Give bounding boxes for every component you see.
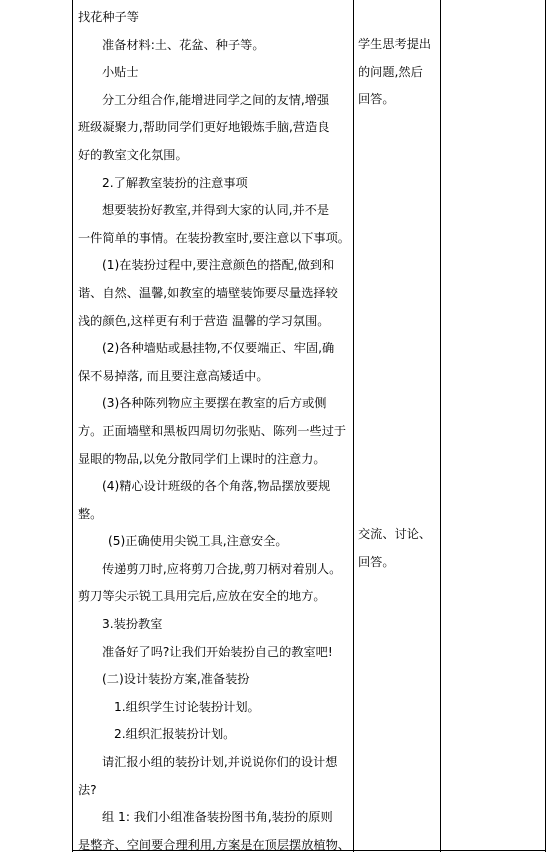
table-column-divider-2 [440,0,441,852]
text-line: 找花种子等 [78,10,139,24]
text-line: (3)各种陈列物应主要摆在教室的后方或侧 [102,396,327,411]
text-line: 分工分组合作,能增进同学之间的友情,增强 [102,92,330,107]
section-heading: 2.了解教室装扮的注意事项 [102,175,248,190]
text-line: 整。 [78,506,103,521]
text-line: 显眼的物品,以免分散同学们上课时的注意力。 [78,451,326,466]
text-line: 谐、自然、温馨,如教室的墙壁装饰要尽量选择较 [78,285,338,300]
text-line: (4)精心设计班级的各个角落,物品摆放要规 [102,479,331,494]
text-line: 想要装扮好教室,并得到大家的认同,并不是 [102,203,330,218]
text-line: 法? [78,782,97,797]
text-line: 的问题,然后 [358,64,423,79]
text-line: 剪刀等尖示锐工具用完后,应放在安全的地方。 [78,589,326,604]
student-activity-column-lower [358,521,438,576]
text-line: 准备好了吗?让我们开始装扮自己的教室吧! [102,644,333,659]
text-line: 班级凝聚力,帮助同学们更好地锻炼手脑,营造良 [78,120,330,135]
text-line: 学生思考提出 [358,37,432,51]
table-border-right [545,0,546,852]
teaching-process-column [78,4,350,859]
text-line: 请汇报小组的装扮计划,并说说你们的设计想 [102,755,338,770]
text-line: 方。正面墙壁和黑板四周切勿张贴、陈列一些过于 [78,423,347,438]
student-activity-column [358,31,438,114]
tip-heading: 小贴士 [102,65,139,80]
section-heading: 3.装扮教室 [102,617,163,632]
text-line: 回答。 [358,92,395,107]
text-line: 传递剪刀时,应将剪刀合拢,剪刀柄对着别人。 [102,561,342,576]
text-line: (2)各种墙贴或悬挂物,不仅要端正、牢固,确 [102,341,335,356]
section-heading: (二)设计装扮方案,准备装扮 [102,672,250,687]
text-line: 2.组织汇报装扮计划。 [114,727,236,742]
text-line: 保不易掉落, 而且要注意高矮适中。 [78,368,269,383]
text-line: (1)在装扮过程中,要注意颜色的搭配,做到和 [102,258,335,273]
text-line: 准备材料:土、花盆、种子等。 [102,37,265,52]
text-line: 一件简单的事情。在装扮教室时,要注意以下事项。 [78,230,350,245]
text-line: 1.组织学生讨论装扮计划。 [114,699,260,714]
text-line: 组 1: 我们小组准备装扮图书角,装扮的原则 [102,810,333,825]
text-line: 好的教室文化氛围。 [78,147,188,162]
table-column-divider-1 [353,0,354,852]
text-line: 交流、讨论、 [358,527,432,541]
table-border-left [72,0,73,852]
text-line: 回答。 [358,554,395,569]
text-line: 是整齐、空间要合理利用,方案是在顶层摆放植物、 [78,837,350,852]
text-line: 浅的颜色,这样更有利于营造 温馨的学习氛围。 [78,313,330,328]
text-line: (5)正确使用尖锐工具,注意安全。 [108,534,288,549]
